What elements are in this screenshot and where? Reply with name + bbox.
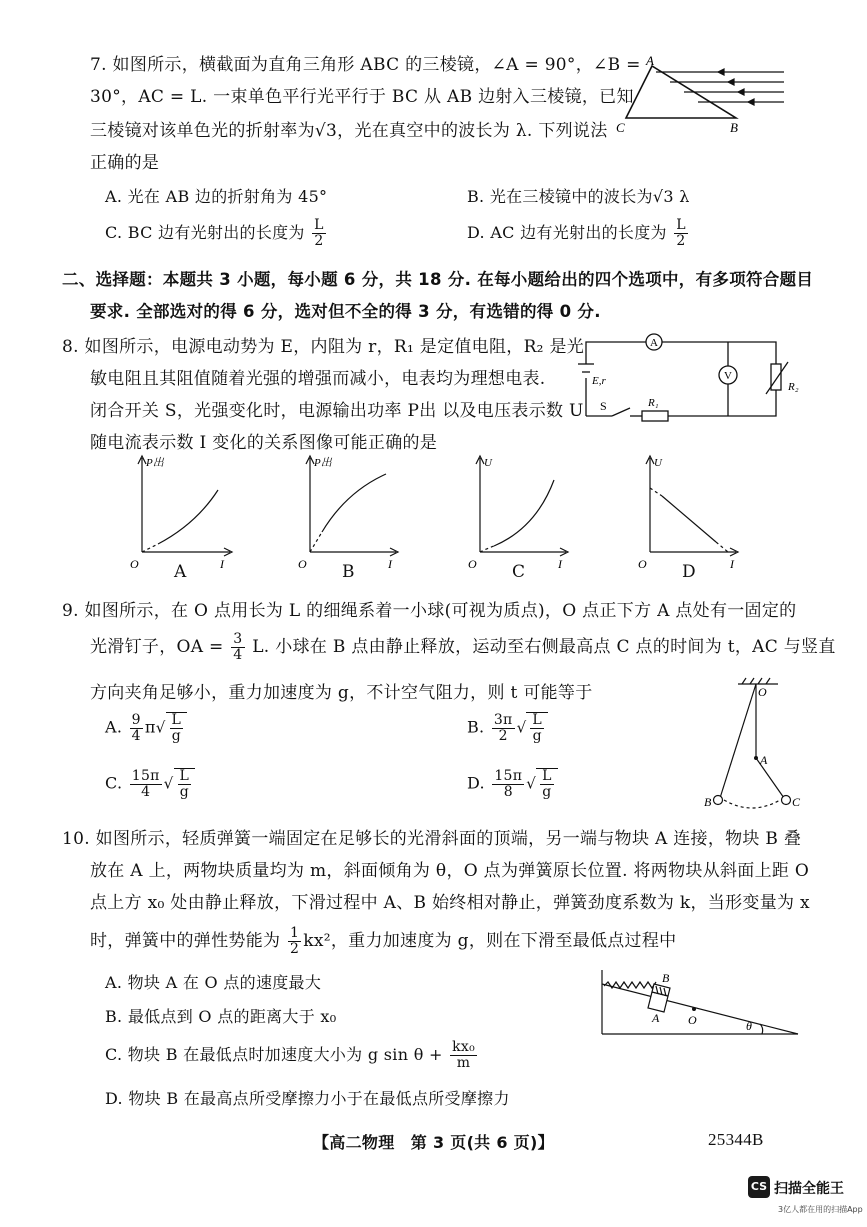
graph-d-ylabel: U xyxy=(654,457,662,469)
pendulum-figure xyxy=(696,676,806,816)
voltmeter-label: V xyxy=(724,370,732,382)
r2-label: R₂ xyxy=(788,381,799,393)
incline-label-theta: θ xyxy=(746,1019,752,1033)
incline-label-b: B xyxy=(662,971,670,985)
q9-option-d: D. $\frac{15\pi}{8}$ √ $\frac{L}{g}$ xyxy=(467,768,558,800)
ammeter-label: A xyxy=(650,337,658,349)
graph-d-xlabel: I xyxy=(730,557,734,571)
q7-option-d: D. AC 边有光射出的长度为 xyxy=(467,223,667,242)
graph-d-caption: D xyxy=(682,562,696,582)
q7-option-c: C. BC 边有光射出的长度为 xyxy=(105,223,305,242)
q8-graph-c xyxy=(466,452,586,582)
q10-line1: 10. 如图所示，轻质弹簧一端固定在足够长的光滑斜面的顶端，另一端与物块 A 连接，物块 B 叠 xyxy=(62,829,802,849)
graph-a-caption: A xyxy=(174,562,187,582)
q7-line4: 正确的是 xyxy=(90,153,160,173)
q9-option-a: A. $\frac{9}{4}$ π√ $\frac{L}{g}$ xyxy=(105,712,187,744)
pendulum-label-o: O xyxy=(758,685,767,699)
q10-line3: 点上方 x₀ 处由静止释放，下滑过程中 A、B 始终相对静止，弹簧劲度系数为 k，当形变量为 x xyxy=(90,893,810,913)
prism-label-c: C xyxy=(616,120,625,134)
graph-b-caption: B xyxy=(342,562,355,582)
q7-option-d-fraction: $\frac{L}{2}$ xyxy=(676,217,686,249)
q10-option-a: A. 物块 A 在 O 点的速度最大 xyxy=(105,973,322,992)
graph-d-origin: O xyxy=(638,557,647,571)
q10-line2: 放在 A 上，两物块质量均为 m，斜面倾角为 θ，O 点为弹簧原长位置. 将两物块从斜面上距 O xyxy=(90,861,810,881)
scanner-app-name: 扫描全能王 xyxy=(774,1181,844,1197)
graph-a-xlabel: I xyxy=(220,557,224,571)
prism-label-b: B xyxy=(730,120,738,134)
page-footer-title: 【高二物理 第 3 页(共 6 页)】 xyxy=(313,1133,554,1152)
q7-option-c-fraction: $\frac{L}{2}$ xyxy=(314,217,324,249)
graph-c-xlabel: I xyxy=(558,557,562,571)
q7-line3: 三棱镜对该单色光的折射率为√3，光在真空中的波长为 λ. 下列说法 xyxy=(90,121,608,141)
graph-c-origin: O xyxy=(468,557,477,571)
q8-line2: 敏电阻且其阻值随着光强的增强而减小，电表均为理想电表. xyxy=(90,369,546,389)
q9-line2: 光滑钉子，OA = $\frac{3}{4}$ L. 小球在 B 点由静止释放，运动至右侧最高点 C 点的时间为 t，AC 与竖直 xyxy=(90,631,836,663)
graph-a-origin: O xyxy=(130,557,139,571)
section2-heading-line2: 要求. 全部选对的得 6 分，选对但不全的得 3 分，有选错的得 0 分. xyxy=(90,302,601,321)
prism-figure xyxy=(612,52,787,134)
scanner-logo-icon: CS xyxy=(748,1176,770,1198)
q7-option-b: B. 光在三棱镜中的波长为√3 λ xyxy=(467,187,690,206)
q10-option-c-fraction: $\frac{\text{kx₀}}{m}$ xyxy=(452,1039,476,1071)
graph-c-caption: C xyxy=(512,562,526,582)
q10-line4: 时，弹簧中的弹性势能为 $\frac{1}{2}$ kx²，重力加速度为 g，则在下滑至最低点过程中 xyxy=(90,925,677,957)
q9-line3: 方向夹角足够小，重力加速度为 g，不计空气阻力，则 t 可能等于 xyxy=(90,683,593,703)
switch-label: S xyxy=(600,399,607,413)
q8-line4: 随电流表示数 I 变化的关系图像可能正确的是 xyxy=(90,433,438,453)
q8-graph-d xyxy=(636,452,756,582)
graph-b-xlabel: I xyxy=(388,557,392,571)
paper-code: 25344B xyxy=(708,1130,764,1149)
q10-option-c: C. 物块 B 在最低点时加速度大小为 g sin θ + $\frac{\text{kx₀}}{m}$ xyxy=(105,1039,476,1071)
incline-figure xyxy=(596,966,802,1040)
graph-c-ylabel: U xyxy=(484,457,492,469)
q7-option-c-row xyxy=(105,218,328,249)
q9-option-c: C. $\frac{15\pi}{4}$ √ $\frac{L}{g}$ xyxy=(105,768,195,800)
q8-line3: 闭合开关 S，光强变化时，电源输出功率 P出 以及电压表示数 U xyxy=(90,401,584,421)
section2-heading-line1: 二、选择题：本题共 3 小题，每小题 6 分，共 18 分. 在每小题给出的四个选项中，有多项符合题目 xyxy=(62,270,814,289)
q8-graph-b xyxy=(296,452,416,582)
q7-option-d-row xyxy=(467,218,690,249)
r1-label: R₁ xyxy=(648,397,659,409)
q10-option-b: B. 最低点到 O 点的距离大于 x₀ xyxy=(105,1007,337,1026)
q9-line1: 9. 如图所示，在 O 点用长为 L 的细绳系着一小球(可视为质点)，O 点正下方 A 点处有一固定的 xyxy=(62,601,797,621)
source-label: E,r xyxy=(592,375,606,387)
pendulum-label-b: B xyxy=(704,795,712,809)
incline-label-a: A xyxy=(652,1011,660,1025)
q10-option-d: D. 物块 B 在最高点所受摩擦力小于在最低点所受摩擦力 xyxy=(105,1089,510,1108)
scanner-watermark xyxy=(748,1176,863,1222)
graph-b-ylabel: P出 xyxy=(314,457,332,469)
q9-option-b: B. $\frac{3\pi}{2}$ √ $\frac{L}{g}$ xyxy=(467,712,548,744)
q7-line2: 30°，AC = L. 一束单色平行光平行于 BC 从 AB 边射入三棱镜，已知 xyxy=(90,87,634,107)
q9-oa-fraction: $\frac{3}{4}$ xyxy=(233,631,243,663)
incline-label-o: O xyxy=(688,1013,697,1027)
graph-b-origin: O xyxy=(298,557,307,571)
graph-a-ylabel: P出 xyxy=(146,457,164,469)
q10-half-fraction: $\frac{1}{2}$ xyxy=(290,925,300,957)
circuit-diagram xyxy=(578,326,808,434)
pendulum-label-a: A xyxy=(760,753,768,767)
prism-label-a: A xyxy=(646,53,654,68)
q7-line1: 7. 如图所示，横截面为直角三角形 ABC 的三棱镜，∠A = 90°，∠B = xyxy=(90,55,641,75)
q7-option-a: A. 光在 AB 边的折射角为 45° xyxy=(105,187,328,206)
scanner-tagline: 3亿人都在用的扫描App xyxy=(778,1205,863,1214)
pendulum-label-c: C xyxy=(792,795,801,809)
q8-line1: 8. 如图所示，电源电动势为 E，内阻为 r，R₁ 是定值电阻，R₂ 是光 xyxy=(62,337,585,357)
